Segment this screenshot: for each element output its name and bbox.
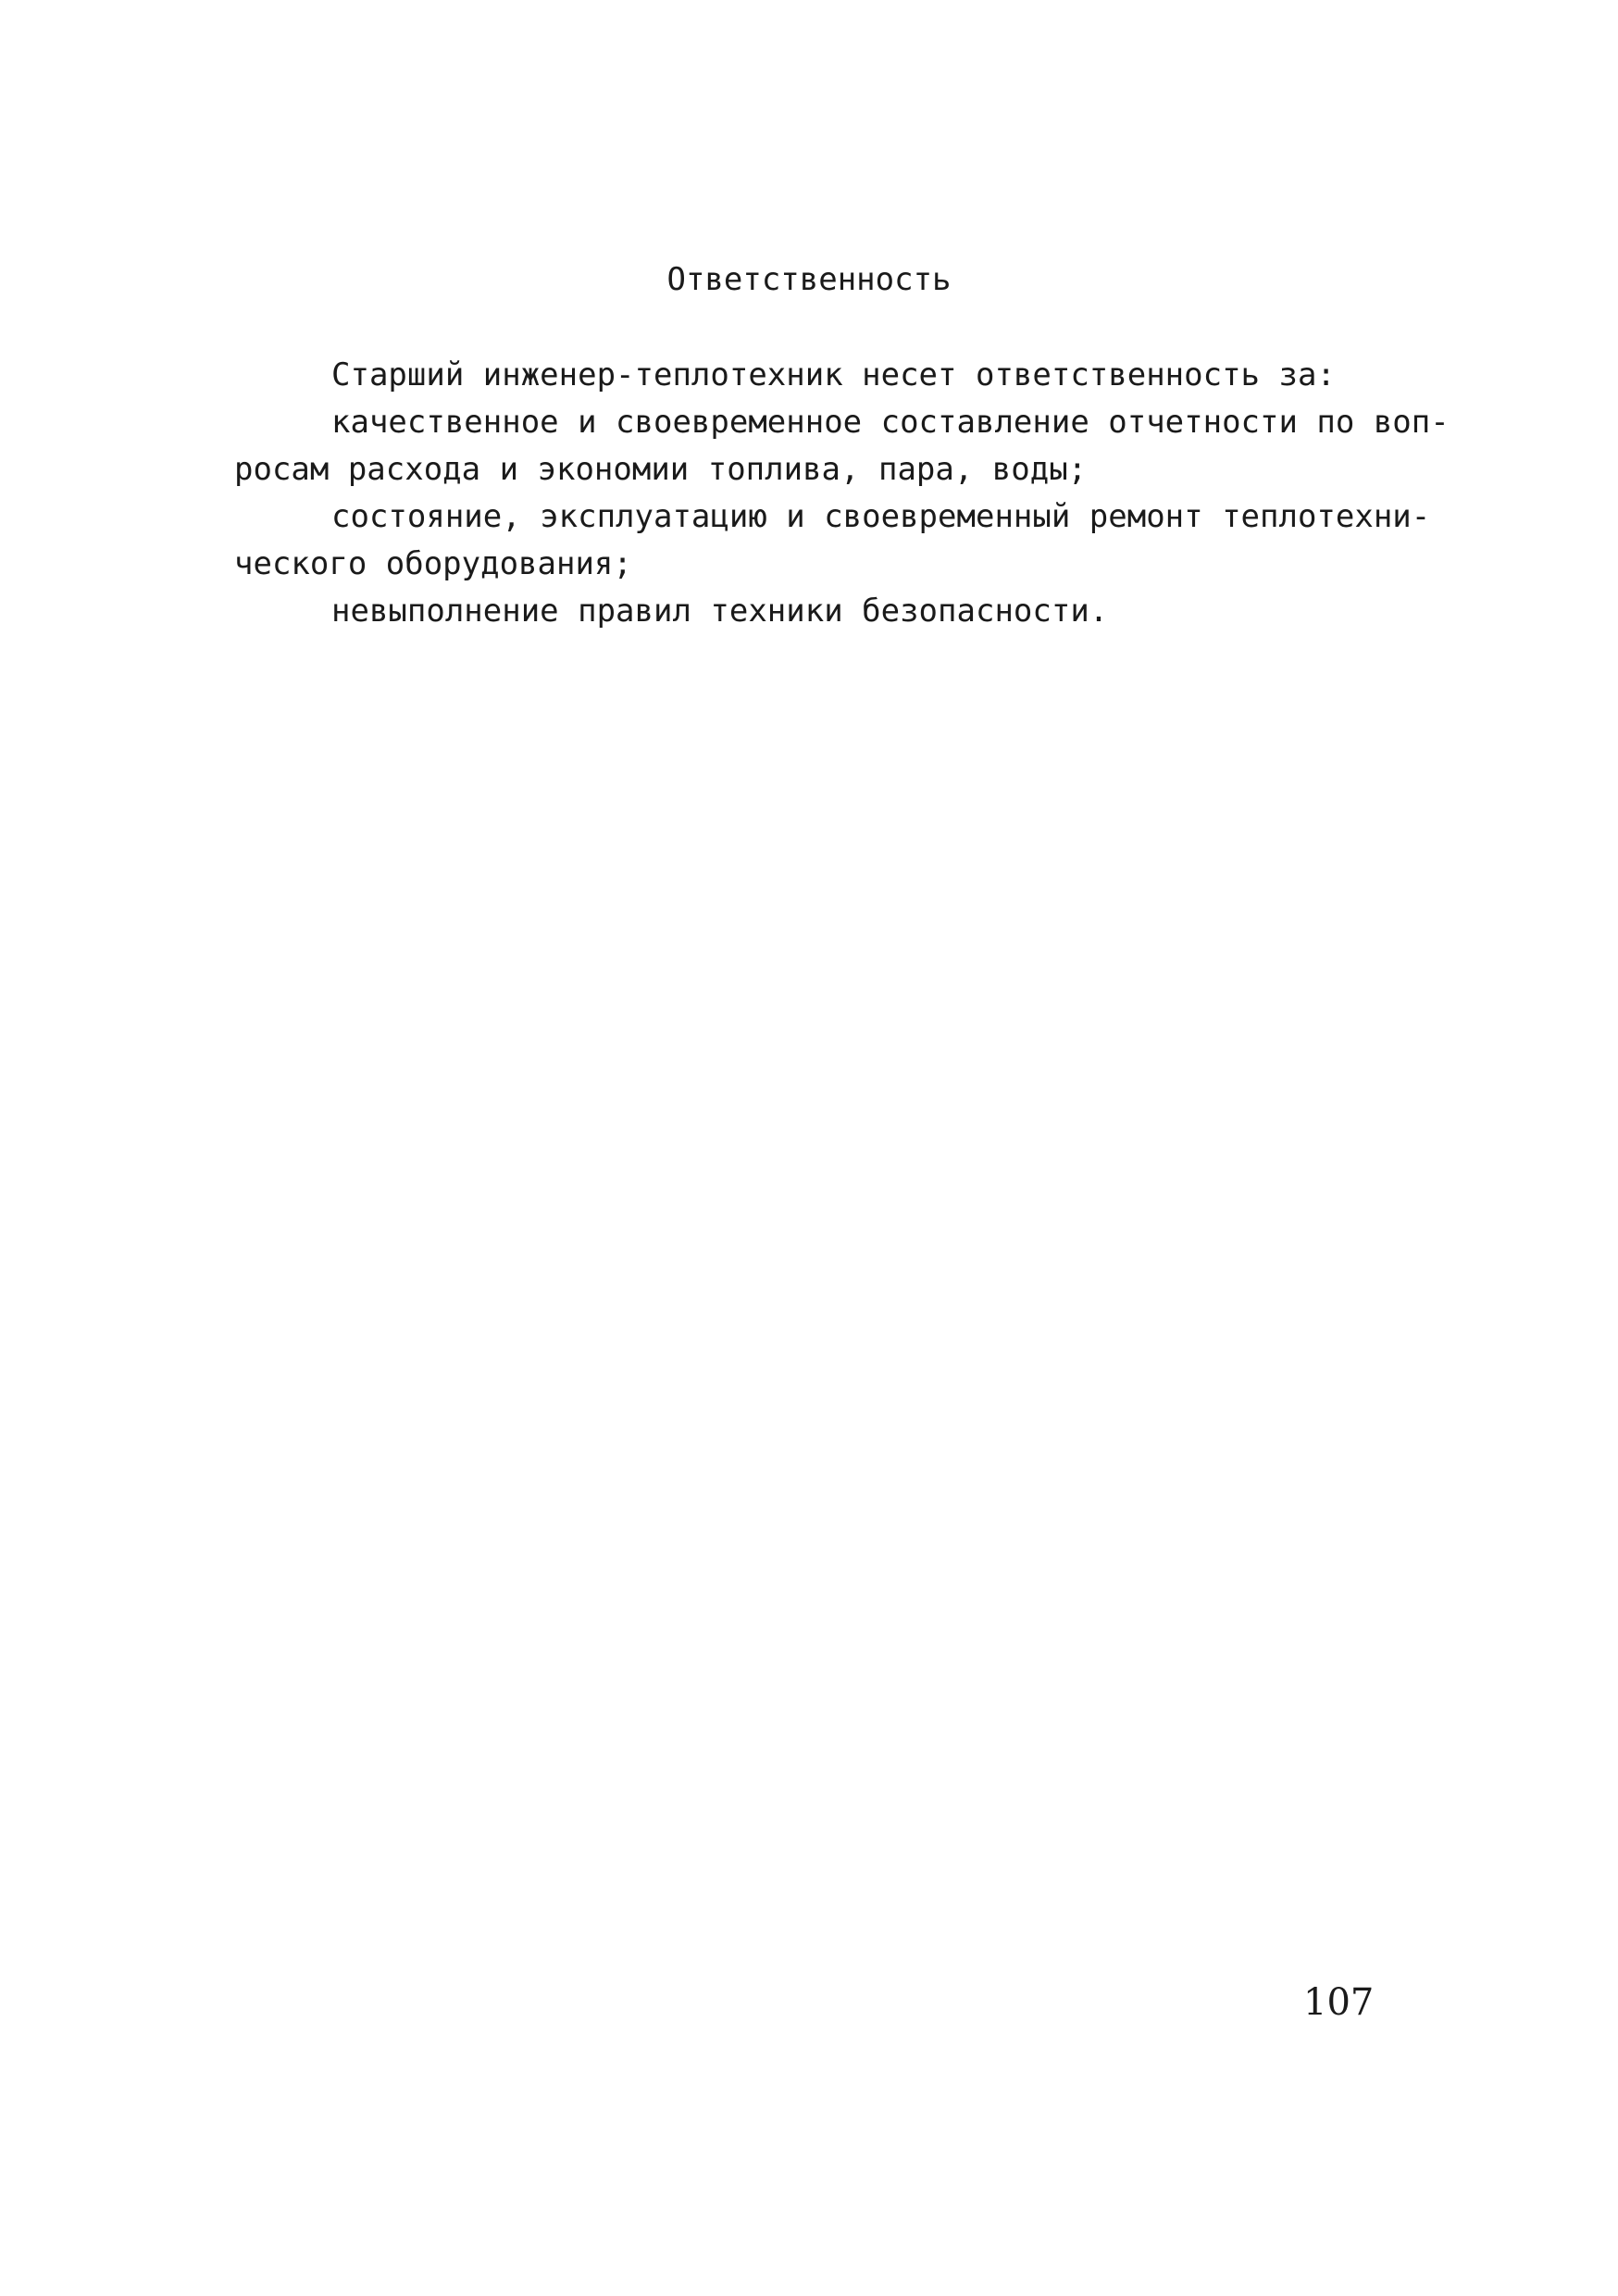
page-number: 107 [1303, 1981, 1375, 2024]
paragraph-line: качественное и своевременное составление отчетности по воп- [331, 404, 1450, 441]
paragraph-line: состояние, эксплуатацию и своевременный ремонт теплотехни- [331, 498, 1431, 535]
paragraph-line: росам расхода и экономии топлива, пара, воды; [234, 451, 1088, 488]
paragraph-line: Старший инженер-теплотехник несет ответственность за: [331, 356, 1336, 393]
paragraph-line: невыполнение правил техники безопасности. [331, 593, 1109, 630]
paragraph-line: ческого оборудования; [234, 545, 632, 582]
section-heading: Ответственность [666, 261, 952, 298]
